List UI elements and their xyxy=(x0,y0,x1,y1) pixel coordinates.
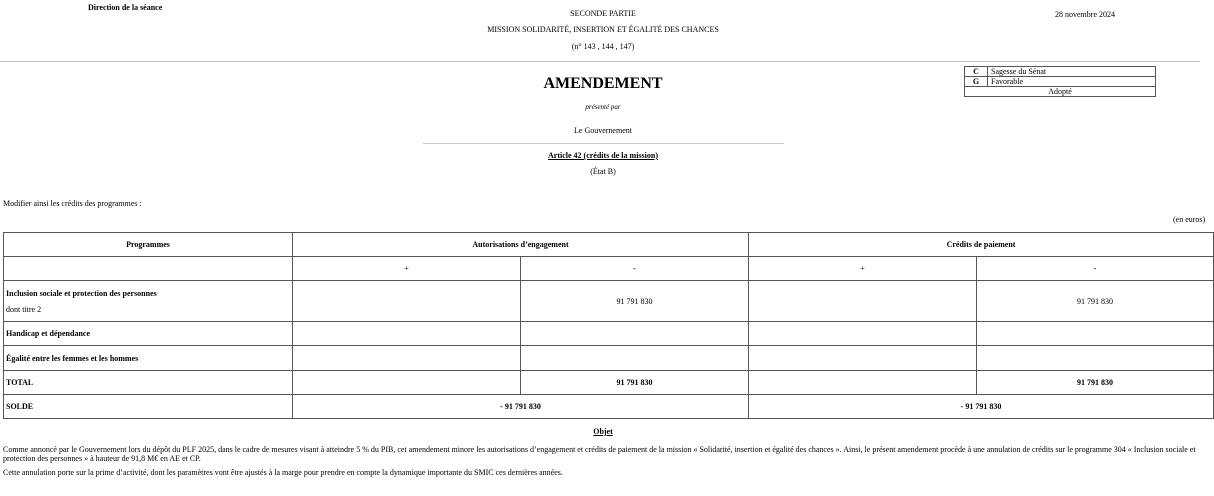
program-sub: dont titre 2 xyxy=(6,304,42,314)
cp-plus-header: + xyxy=(749,257,977,281)
cp-minus-cell xyxy=(977,322,1214,346)
ae-minus-cell xyxy=(521,346,749,371)
cp-plus-cell xyxy=(749,322,977,346)
ae-plus-cell xyxy=(293,281,521,322)
amendement-title: AMENDEMENT xyxy=(543,75,663,92)
cp-plus-cell xyxy=(749,346,977,371)
solde-label: SOLDE xyxy=(4,395,293,419)
direction-seance: Direction de la séance xyxy=(88,3,163,12)
cp-minus-cell: 91 791 830 xyxy=(977,281,1214,322)
etat-ref: (État B) xyxy=(590,167,616,176)
avis-code: G xyxy=(965,77,988,87)
table-header-row xyxy=(4,233,1214,257)
ae-plus-cell xyxy=(293,346,521,371)
program-cell xyxy=(4,281,293,322)
objet-paragraph-1: Comme annoncé par le Gouvernement lors du dépôt du PLF 2025, dans le cadre de mesures visant à atteindre 5 % du PIB, cet amendement minore les autorisations d’engagement et crédits de paiement de la mission « Solidarité, insertion et égalité des chances ». Ainsi, le présent amendement procède à une annulation de crédits sur le programme 304 « Inclusion sociale et protection des personnes » à hauteur de 91,8 M€ en AE et CP. xyxy=(3,445,1196,463)
total-ae-minus: 91 791 830 xyxy=(521,371,749,395)
ae-minus-cell: 91 791 830 xyxy=(521,281,749,322)
objet-paragraph-2: Cette annulation porte sur la prime d’activité, dont les paramètres vont être ajustés à la marge pour prendre en compte la dynamique importante du SMIC ces dernières années. xyxy=(3,468,563,477)
total-label: TOTAL xyxy=(4,371,293,395)
credits-table xyxy=(3,232,1214,419)
header-divider xyxy=(0,61,1200,62)
cp-minus-cell xyxy=(977,346,1214,371)
ae-plus-header: + xyxy=(293,257,521,281)
table-row xyxy=(4,322,1214,346)
numeros-label: (n° 143 , 144 , 147) xyxy=(571,42,635,51)
article-ref: Article 42 (crédits de la mission) xyxy=(548,151,658,160)
table-sign-row xyxy=(4,257,1214,281)
total-cp-plus xyxy=(749,371,977,395)
solde-ae: - 91 791 830 xyxy=(293,395,749,419)
total-ae-plus xyxy=(293,371,521,395)
col-cp: Crédits de paiement xyxy=(749,233,1214,257)
program-label: Handicap et dépendance xyxy=(4,322,293,346)
objet-title: Objet xyxy=(593,427,613,436)
sort-result: Adopté xyxy=(965,87,1156,97)
table-row xyxy=(4,281,1214,322)
auteur: Le Gouvernement xyxy=(574,126,632,135)
cp-plus-cell xyxy=(749,281,977,322)
total-row xyxy=(4,371,1214,395)
ae-minus-header: - xyxy=(521,257,749,281)
col-ae: Autorisations d’engagement xyxy=(293,233,749,257)
intro-text: Modifier ainsi les crédits des programmes : xyxy=(3,199,142,208)
solde-cp: - 91 791 830 xyxy=(749,395,1214,419)
program-label: Égalité entre les femmes et les hommes xyxy=(4,346,293,371)
total-cp-minus: 91 791 830 xyxy=(977,371,1214,395)
program-label: Inclusion sociale et protection des personnes xyxy=(6,288,157,298)
avis-code: C xyxy=(965,67,988,77)
col-programmes: Programmes xyxy=(4,233,293,257)
presente-par: présenté par xyxy=(585,103,621,111)
ae-minus-cell xyxy=(521,322,749,346)
table-row xyxy=(4,346,1214,371)
auteur-divider xyxy=(423,143,784,144)
solde-row xyxy=(4,395,1214,419)
date-label: 28 novembre 2024 xyxy=(1055,10,1115,19)
sign-empty xyxy=(4,257,293,281)
unit-label: (en euros) xyxy=(1173,215,1206,224)
cp-minus-header: - xyxy=(977,257,1214,281)
ae-plus-cell xyxy=(293,322,521,346)
avis-label: Favorable xyxy=(988,77,1156,87)
partie-label: SECONDE PARTIE xyxy=(570,9,636,18)
avis-label: Sagesse du Sénat xyxy=(988,67,1156,77)
mission-label: MISSION SOLIDARITÉ, INSERTION ET ÉGALITÉ DES CHANCES xyxy=(487,25,719,34)
